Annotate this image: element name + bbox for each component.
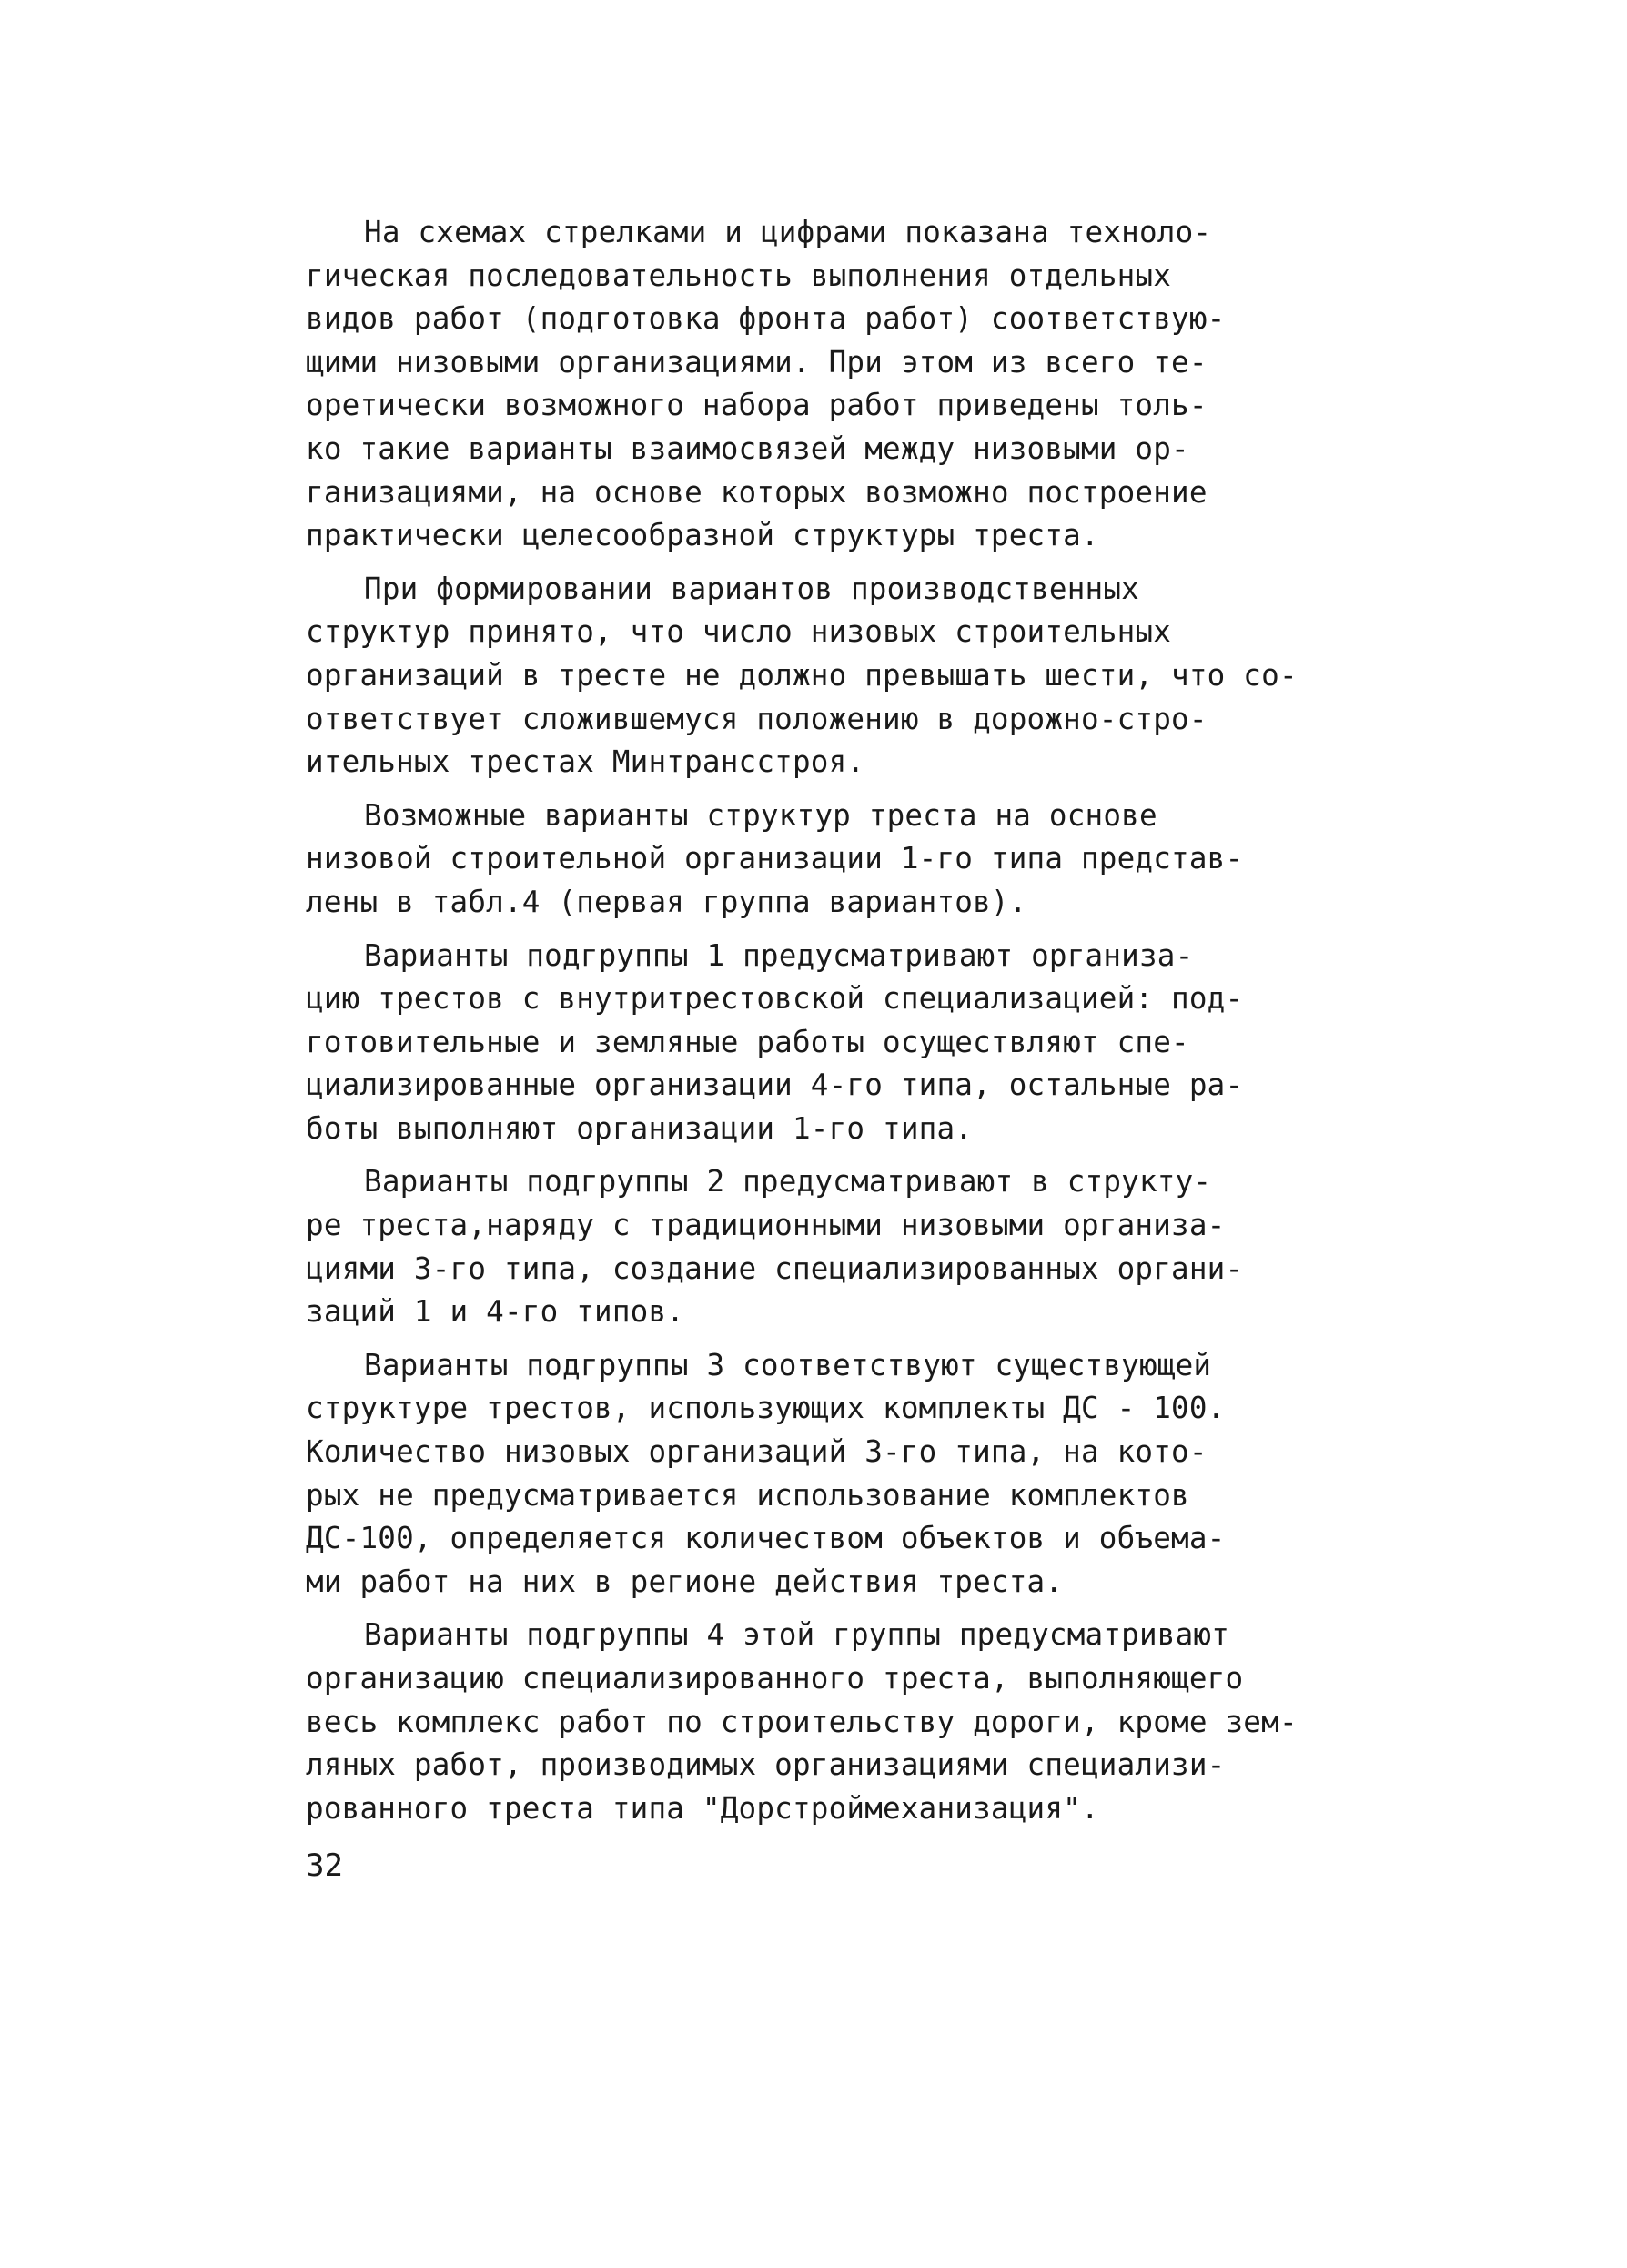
text-line: ительных трестах Минтрансстроя. [306,744,865,780]
paragraph [306,1160,1443,1333]
text-line: Варианты подгруппы 1 предусматривают организа- [364,937,1194,973]
text-line: организацию специализированного треста, выполняющего [306,1661,1244,1696]
text-line: Варианты подгруппы 2 предусматривают в структу- [364,1164,1212,1200]
text-line: ответствует сложившемуся положению в дорожно-стро- [306,701,1208,736]
text-line: организаций в тресте не должно превышать шести, что со- [306,657,1298,693]
text-line: ко такие варианты взаимосвязей между низовыми ор- [306,430,1189,466]
paragraph [306,935,1443,1151]
text-line: практически целесообразной структуры треста. [306,518,1099,553]
text-line: цию трестов с внутритрестовской специализацией: под- [306,981,1244,1017]
paragraph [306,568,1443,785]
text-line: гическая последовательность выполнения отдельных [306,258,1172,293]
text-line: циализированные организации 4-го типа, остальные ра- [306,1068,1244,1103]
text-line: заций 1 и 4-го типов. [306,1294,685,1330]
page-number: 32 [306,1848,343,1884]
text-line: Возможные варианты структур треста на основе [364,797,1157,833]
text-line: структуре трестов, использующих комплекты ДС - 100. [306,1391,1226,1426]
text-line: щими низовыми организациями. При этом из всего те- [306,344,1208,380]
text-line: циями 3-го типа, создание специализированных органи- [306,1250,1244,1286]
text-line: ми работ на них в регионе действия треста. [306,1564,1064,1599]
text-line: Варианты подгруппы 3 соответствуют существующей [364,1347,1212,1382]
paragraph [306,211,1443,558]
text-line: рованного треста типа "Дорстроймеханизация". [306,1790,1099,1826]
text-line: ре треста,наряду с традиционными низовыми организа- [306,1208,1226,1243]
text-line: ганизациями, на основе которых возможно построение [306,474,1208,510]
text-line: На схемах стрелками и цифрами показана техноло- [364,215,1212,249]
text-line: ДС-100, определяется количеством объектов и объема- [306,1521,1226,1556]
text-line: Варианты подгруппы 4 этой группы предусматривают [364,1617,1230,1653]
text-line: лены в табл.4 (первая группа вариантов). [306,884,1027,919]
text-line: низовой строительной организации 1-го типа представ- [306,841,1244,876]
text-line: весь комплекс работ по строительству дороги, кроме зем- [306,1704,1298,1739]
text-line: готовительные и земляные работы осуществляют спе- [306,1024,1189,1059]
paragraph [306,1344,1443,1605]
paragraph [306,1614,1443,1830]
text-line: структур принято, что число низовых строительных [306,614,1172,650]
text-line: оретически возможного набора работ приведены толь- [306,388,1208,423]
paragraph [306,795,1443,925]
text-line: боты выполняют организации 1-го типа. [306,1110,974,1146]
text-line: рых не предусматривается использование комплектов [306,1477,1189,1513]
text-line: При формировании вариантов производственных [364,571,1139,606]
body-text [306,211,1443,1830]
text-line: ляных работ, производимых организациями специализи- [306,1747,1226,1783]
text-line: видов работ (подготовка фронта работ) соответствую- [306,301,1226,337]
text-line: Количество низовых организаций 3-го типа, на кото- [306,1434,1208,1470]
